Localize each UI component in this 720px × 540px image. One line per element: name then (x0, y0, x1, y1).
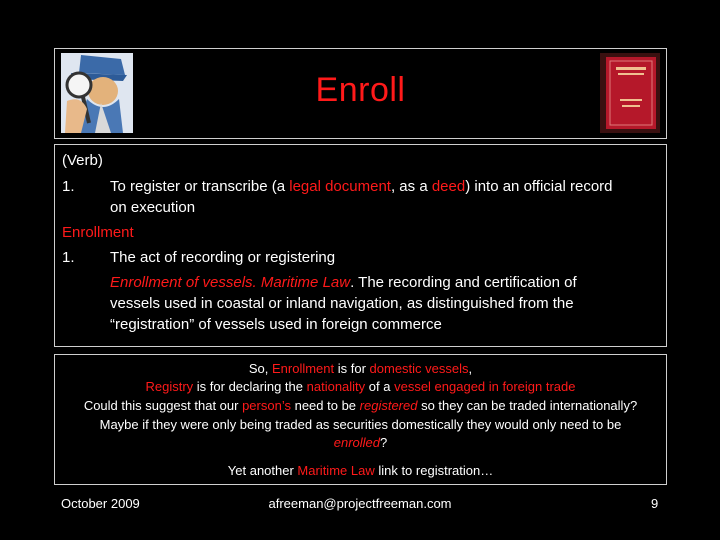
title-panel (54, 48, 667, 139)
vessels-definition-line2: vessels used in coastal or inland navigation, as distinguished from the (110, 295, 574, 312)
definition-text-line2: on execution (110, 199, 196, 216)
commentary-line: Could this suggest that our person’s need to be registered so they can be traded internationally? (83, 398, 638, 413)
definition-text: To register or transcribe (a legal document, as a deed) into an official record (110, 178, 613, 195)
commentary-line: Yet another Maritime Law link to registration… (227, 463, 494, 478)
page-number: 9 (651, 496, 659, 511)
footer-date: October 2009 (61, 496, 140, 511)
item-number: 1. (62, 249, 75, 266)
commentary-line: enrolled? (333, 435, 388, 450)
slide-title: Enroll (315, 71, 406, 109)
commentary-line: Registry is for declaring the nationality of a vessel engaged in foreign trade (145, 379, 576, 394)
commentary-panel (54, 354, 667, 485)
commentary-line: Maybe if they were only being traded as securities domestically they would only need to be (99, 417, 622, 432)
vessels-definition-line3: “registration” of vessels used in foreign commerce (110, 316, 442, 333)
blacks-law-book-image (600, 53, 660, 133)
enrollment-heading: Enrollment (62, 224, 134, 241)
part-of-speech: (Verb) (62, 152, 103, 169)
item-number: 1. (62, 178, 75, 195)
definition-panel (54, 144, 667, 347)
footer-email: afreeman@projectfreeman.com (268, 496, 452, 511)
enrollment-definition: The act of recording or registering (110, 249, 336, 266)
commentary-line: So, Enrollment is for domestic vessels, (248, 361, 473, 376)
vessels-definition: Enrollment of vessels. Maritime Law. The recording and certification of (110, 274, 577, 291)
